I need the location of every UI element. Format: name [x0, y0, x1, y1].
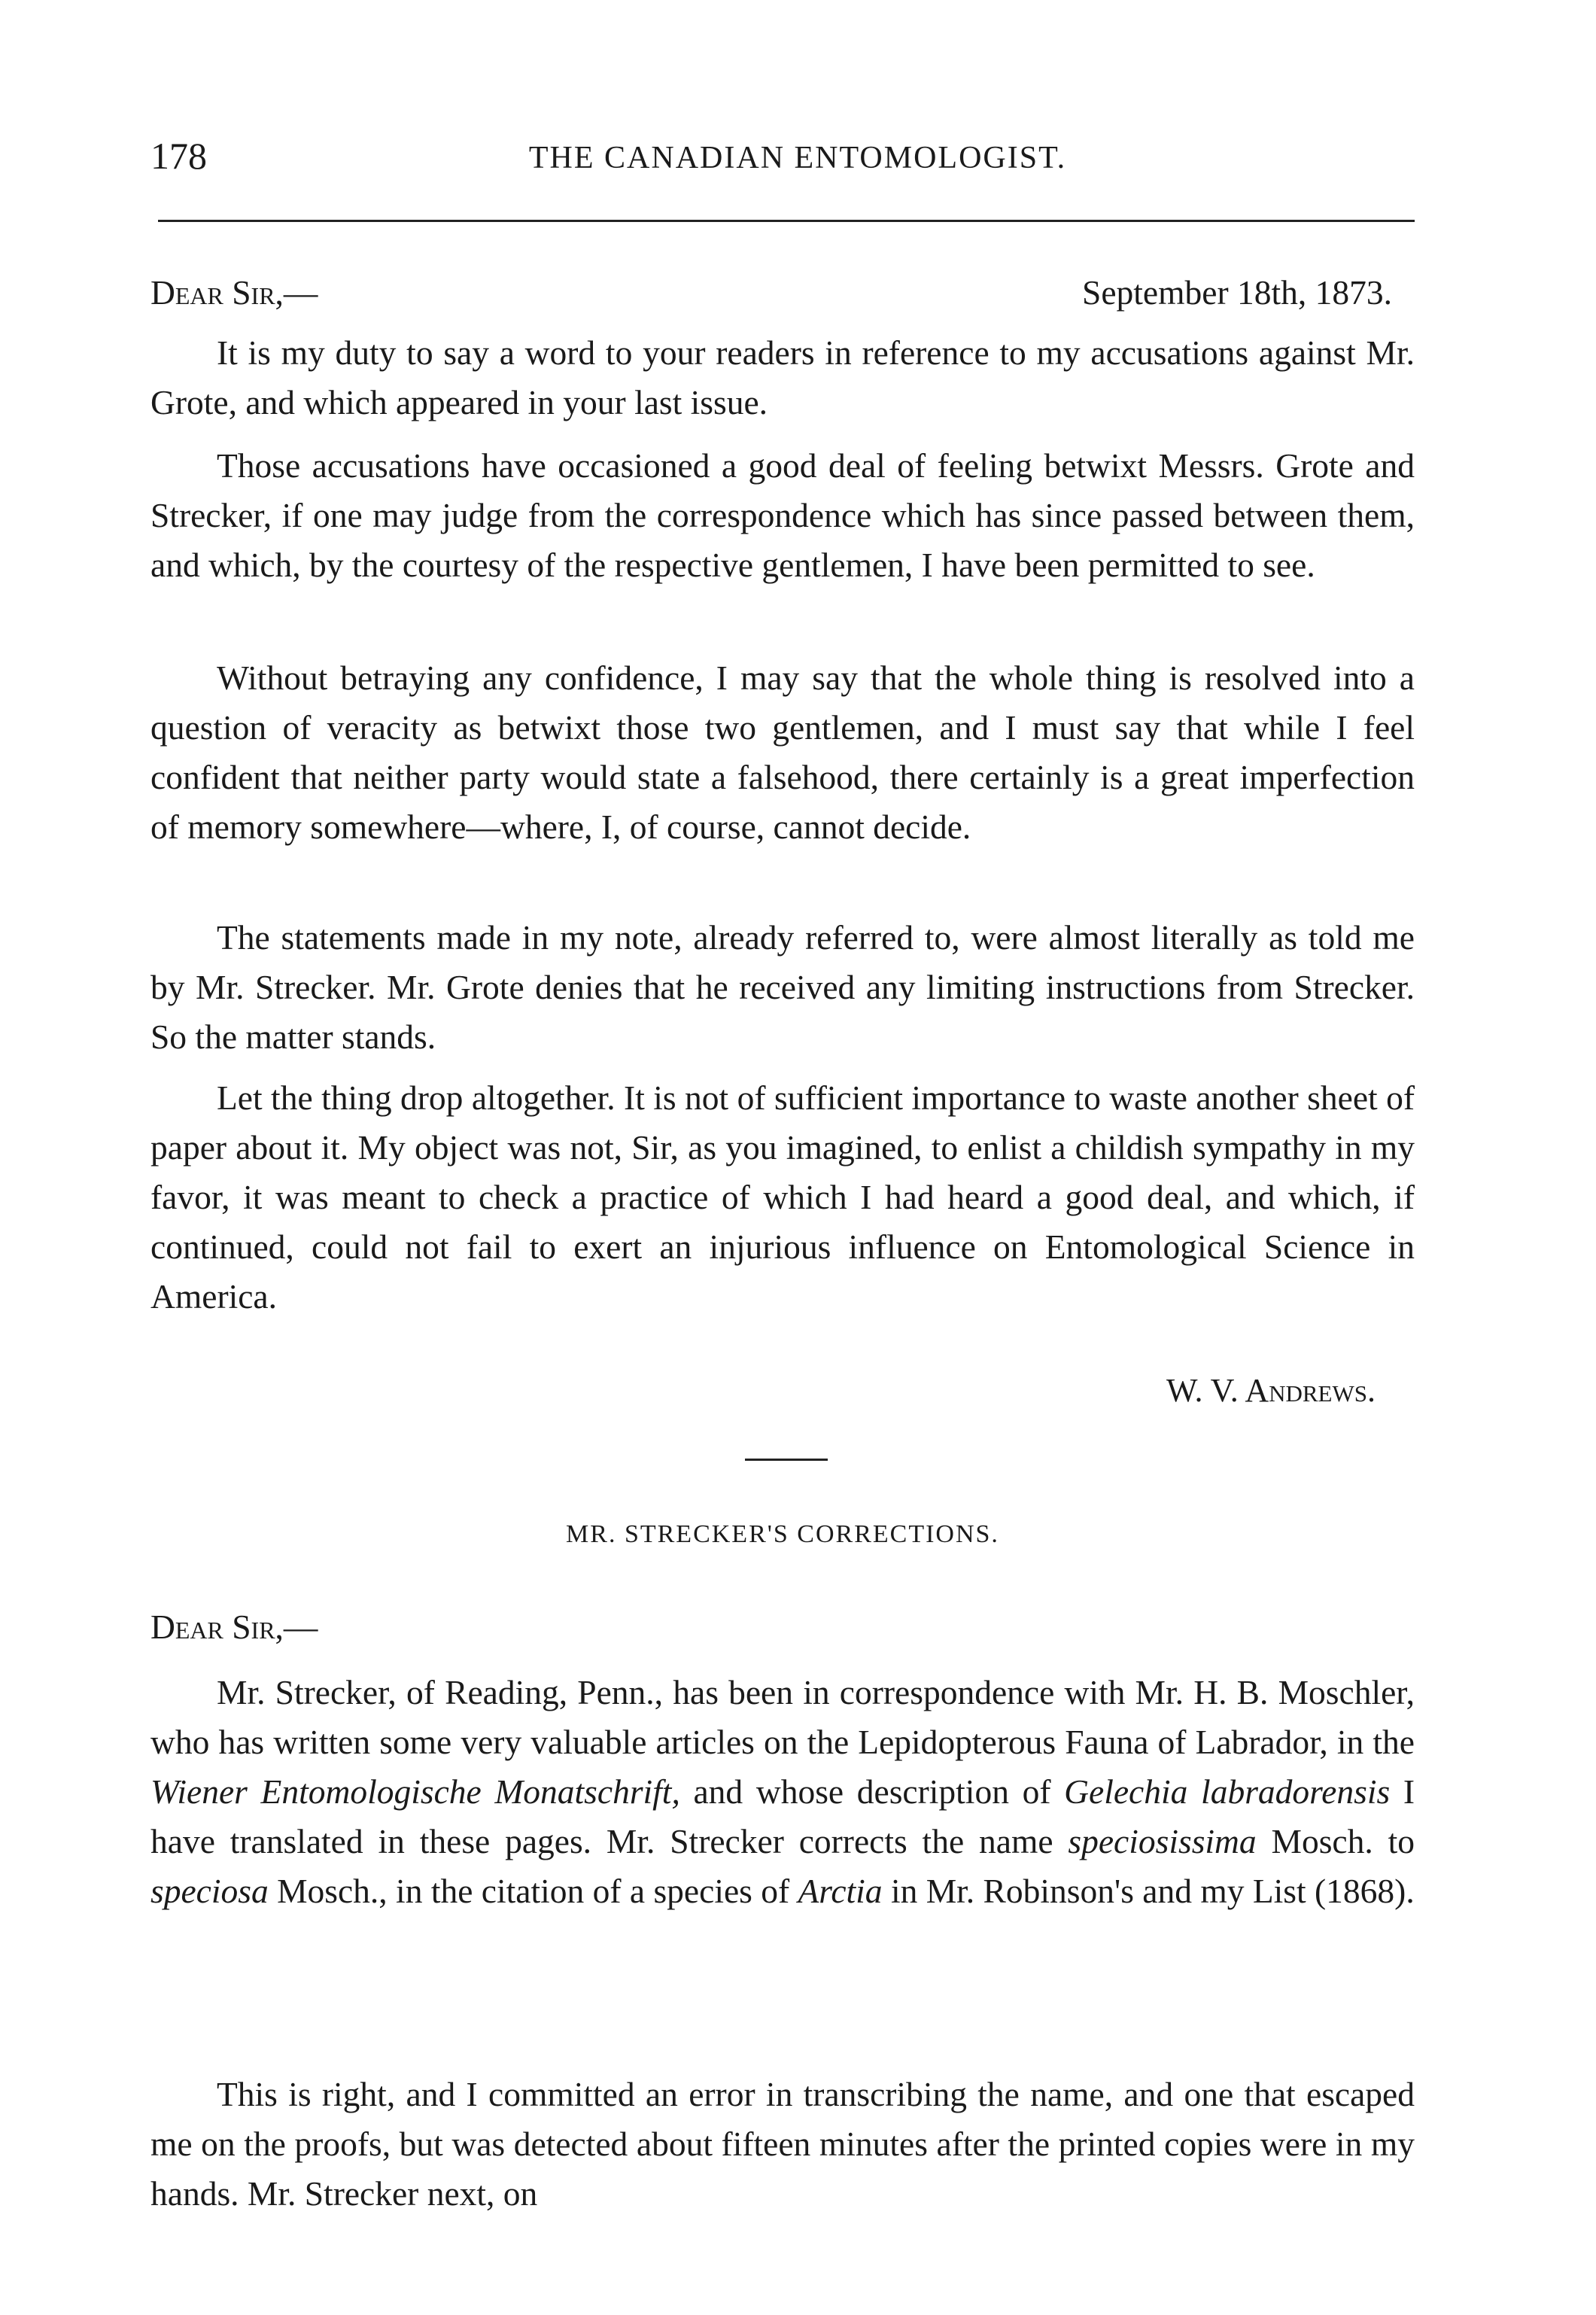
- text-run: Mosch., in the citation of a species of: [268, 1872, 798, 1910]
- document-page: [150, 113, 1415, 2213]
- letter-one-body: [150, 913, 1415, 1062]
- running-head: [150, 113, 1415, 177]
- species-name: speciosissima: [1068, 1822, 1257, 1860]
- header-rule: [158, 220, 1415, 222]
- letter-one-salutation: Dear Sir,—: [150, 273, 318, 312]
- letter-one-body: [150, 328, 1415, 427]
- letter-one-signature: W. V. Andrews.: [1166, 1372, 1376, 1409]
- journal-name: Wiener Entomologische Monatschrift,: [150, 1772, 680, 1811]
- letter-one-paragraph: Those accusations have occasioned a good deal of feeling betwixt Messrs. Grote and Strecker, if one may judge from the correspondence which has since passed between them, and which, by the courtesy of the respective gentlemen, I have been permitted to see.: [150, 446, 1415, 584]
- letter-two-paragraph: [150, 1668, 1415, 1916]
- text-run: and whose description of: [679, 1772, 1065, 1811]
- section-heading: MR. STRECKER'S CORRECTIONS.: [566, 1520, 999, 1548]
- letter-one-body: [150, 1073, 1415, 1322]
- section-divider: [745, 1459, 828, 1461]
- letter-two-salutation: Dear Sir,—: [150, 1608, 318, 1646]
- journal-title: THE CANADIAN ENTOMOLOGIST.: [528, 141, 1067, 175]
- genus-name: Arctia: [798, 1872, 883, 1910]
- letter-one-paragraph: Without betraying any confidence, I may say that the whole thing is resolved into a question of veracity as betwixt those two gentlemen, and I must say that while I feel confident that neither party would state a falsehood, there certainly is a great imperfection of memory somewhere—where, I, of course, cannot decide.: [150, 659, 1415, 846]
- letter-one-paragraph: Let the thing drop altogether. It is not of sufficient importance to waste another sheet of paper about it. My object was not, Sir, as you imagined, to enlist a childish sympathy in my favor, it was meant to check a practice of which I had heard a good deal, and which, if continued, could not fail to exert an injurious influence on Entomological Science in America.: [150, 1078, 1415, 1316]
- text-run: Mosch. to: [1256, 1822, 1415, 1860]
- letter-one-salutation-line: [150, 268, 1415, 318]
- letter-two-body: [150, 1668, 1415, 1916]
- page-number: 178: [150, 135, 207, 177]
- text-run: in Mr. Robinson's and my List (1868).: [882, 1872, 1415, 1910]
- letter-one-paragraph: It is my duty to say a word to your readers in reference to my accusations against Mr. Grote, and which appeared in your last issue.: [150, 333, 1415, 421]
- letter-one-date: September 18th, 1873.: [1082, 273, 1392, 312]
- text-run: Mr. Strecker, of Reading, Penn., has been in correspondence with Mr. H. B. Moschler, who has written some very valuable articles on the Lepidopterous Fauna of Labrador, in the: [150, 1673, 1415, 1761]
- letter-one-body: [150, 441, 1415, 590]
- letter-two-body: [150, 2070, 1415, 2219]
- text-run: I have translated in these pages. Mr. Strecker corrects the name: [150, 1772, 1415, 1860]
- letter-two-paragraph: This is right, and I committed an error in transcribing the name, and one that escaped me on the proofs, but was detected about fifteen minutes after the printed copies were in my hands. Mr. Strecker next, on: [150, 2075, 1415, 2213]
- letter-one-body: [150, 653, 1415, 852]
- species-name: Gelechia labradorensis: [1064, 1772, 1391, 1811]
- species-name: speciosa: [150, 1872, 269, 1910]
- letter-one-paragraph: The statements made in my note, already referred to, were almost literally as told me by Mr. Strecker. Mr. Grote denies that he received any limiting instructions from Strecker. So the matter stands.: [150, 918, 1415, 1056]
